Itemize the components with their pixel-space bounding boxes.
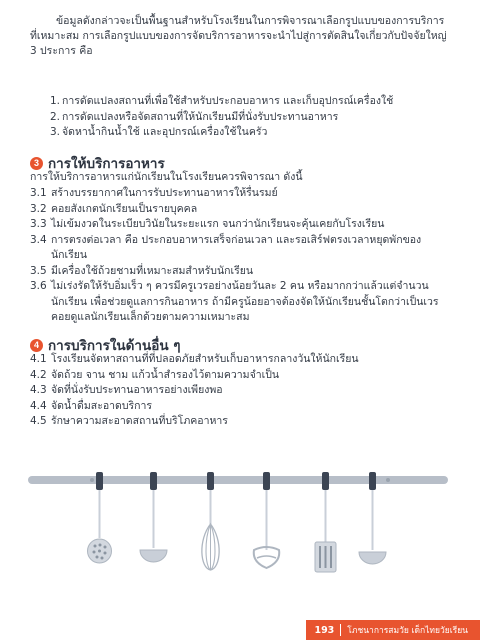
intro-line-2: ที่เหมาะสม การเลือกรูปแบบของการจัดบริการอาหารจะนำไปสู่การตัดสินใจเกี่ยวกับปัจจัยใหญ่ — [30, 30, 447, 42]
list-item — [30, 217, 462, 233]
list-item — [30, 202, 462, 218]
list-item — [30, 368, 462, 384]
list-item-text: โรงเรียนจัดหาสถานที่ที่ปลอดภัยสำหรับเก็บอาหารกลางวันให้นักเรียน — [51, 353, 359, 365]
list-item-text-continued: นักเรียน — [51, 249, 88, 261]
section-number-badge: 3 — [30, 157, 43, 170]
slotted-spatula-icon — [315, 472, 336, 572]
list-item-text-continued: นักเรียน เพื่อช่วยดูแลการกินอาหาร ถ้ามีครูน้อยอาจต้องจัดให้นักเรียนชั้นโตกว่าเป็นเวร — [51, 295, 439, 308]
list-item-number: 3.4 — [30, 233, 47, 246]
list-item-number: 3. — [50, 126, 61, 138]
intro-line-1: ข้อมูลดังกล่าวจะเป็นพื้นฐานสำหรับโรงเรียนในการพิจารณาเลือกรูปแบบของการบริการ — [56, 15, 445, 27]
section-title: การบริการในด้านอื่น ๆ — [48, 338, 181, 354]
list-item-number: 3.1 — [30, 187, 47, 199]
list-item — [30, 383, 462, 399]
list-item-number: 2. — [50, 110, 61, 123]
list-item — [50, 94, 460, 110]
list-item — [30, 264, 462, 280]
list-item-text-continued: คอยดูแลนักเรียนเล็กด้วยตามความเหมาะสม — [51, 311, 250, 323]
masher-icon — [254, 472, 279, 568]
skimmer-icon — [88, 472, 112, 563]
list-item-text: จัดถ้วย จาน ชาม แก้วน้ำสำรองไว้ตามความจำเป็น — [51, 368, 280, 381]
whisk-icon — [202, 472, 219, 570]
list-item-number: 4.1 — [30, 353, 47, 365]
list-item-number: 3.6 — [30, 280, 47, 292]
list-item-text: การตรงต่อเวลา คือ ประกอบอาหารเสร็จก่อนเวลา และรอเสิร์ฟตรงเวลาหยุดพักของ — [51, 233, 422, 246]
page-footer — [306, 620, 480, 640]
section-3-intro: การให้บริการอาหารแก่นักเรียนในโรงเรียนควรพิจารณา ดังนี้ — [30, 171, 303, 183]
intro-paragraph — [30, 14, 460, 59]
ladle-icon — [359, 472, 386, 564]
list-item-number: 4.2 — [30, 368, 47, 381]
list-item-text: ไม่เร่งรัดให้รับอิ่มเร็ว ๆ ควรมีครูเวรอย่างน้อยวันละ 2 คน หรือมากกว่าแล้วแต่จำนวน — [51, 280, 429, 292]
list-item-number: 4.3 — [30, 384, 47, 396]
list-item-number: 4.4 — [30, 399, 47, 412]
list-item-text: ไม่เข้มงวดในระเบียบวินัยในระยะแรก จนกว่านักเรียนจะคุ้นเคยกับโรงเรียน — [51, 218, 385, 230]
intro-line-3: 3 ประการ คือ — [30, 45, 93, 57]
section-title: การให้บริการอาหาร — [48, 156, 165, 172]
list-item-number: 3.2 — [30, 202, 47, 215]
list-item — [30, 399, 462, 415]
ladle-icon — [140, 472, 167, 562]
rail-screw-icon — [90, 478, 94, 482]
list-item — [30, 352, 462, 368]
list-item-text: จัดที่นั่งรับประทานอาหารอย่างเพียงพอ — [51, 384, 223, 396]
list-item — [30, 414, 462, 430]
list-item — [50, 110, 460, 126]
list-item-text: รักษาความสะอาดสถานที่บริโภคอาหาร — [51, 415, 228, 427]
list-item-text: การดัดแปลงสถานที่เพื่อใช้สำหรับประกอบอาหาร และเก็บอุปกรณ์เครื่องใช้ — [62, 95, 394, 107]
section-3-list — [30, 186, 462, 326]
list-item-number: 4.5 — [30, 415, 47, 427]
book-title: โภชนาการสมวัย เด็กไทยวัยเรียน — [347, 626, 468, 636]
list-item-text: จัดน้ำดื่มสะอาดบริการ — [51, 399, 153, 412]
list-item-number: 3.3 — [30, 218, 47, 230]
factor-list — [50, 94, 460, 141]
list-item-number: 3.5 — [30, 264, 47, 277]
list-item-text: คอยสังเกตนักเรียนเป็นรายบุคคล — [51, 202, 198, 215]
rail-screw-icon — [386, 478, 390, 482]
footer-divider — [340, 624, 341, 636]
section-4-list — [30, 352, 462, 430]
list-item — [50, 125, 460, 141]
list-item-text: จัดหาน้ำกินน้ำใช้ และอุปกรณ์เครื่องใช้ในครัว — [62, 126, 268, 138]
kitchen-utensils-illustration — [0, 470, 480, 605]
list-item-text: สร้างบรรยากาศในการรับประทานอาหารให้รื่นรมย์ — [51, 187, 278, 199]
list-item — [30, 186, 462, 202]
list-item-text: การดัดแปลงหรือจัดสถานที่ให้นักเรียนมีที่นั่งรับประทานอาหาร — [62, 110, 339, 123]
list-item — [30, 279, 462, 326]
page-number: 193 — [314, 624, 335, 636]
list-item-text: มีเครื่องใช้ถ้วยชามที่เหมาะสมสำหรับนักเรียน — [51, 264, 254, 277]
list-item-number: 1. — [50, 95, 61, 107]
list-item — [30, 233, 462, 264]
section-number-badge: 4 — [30, 339, 43, 352]
